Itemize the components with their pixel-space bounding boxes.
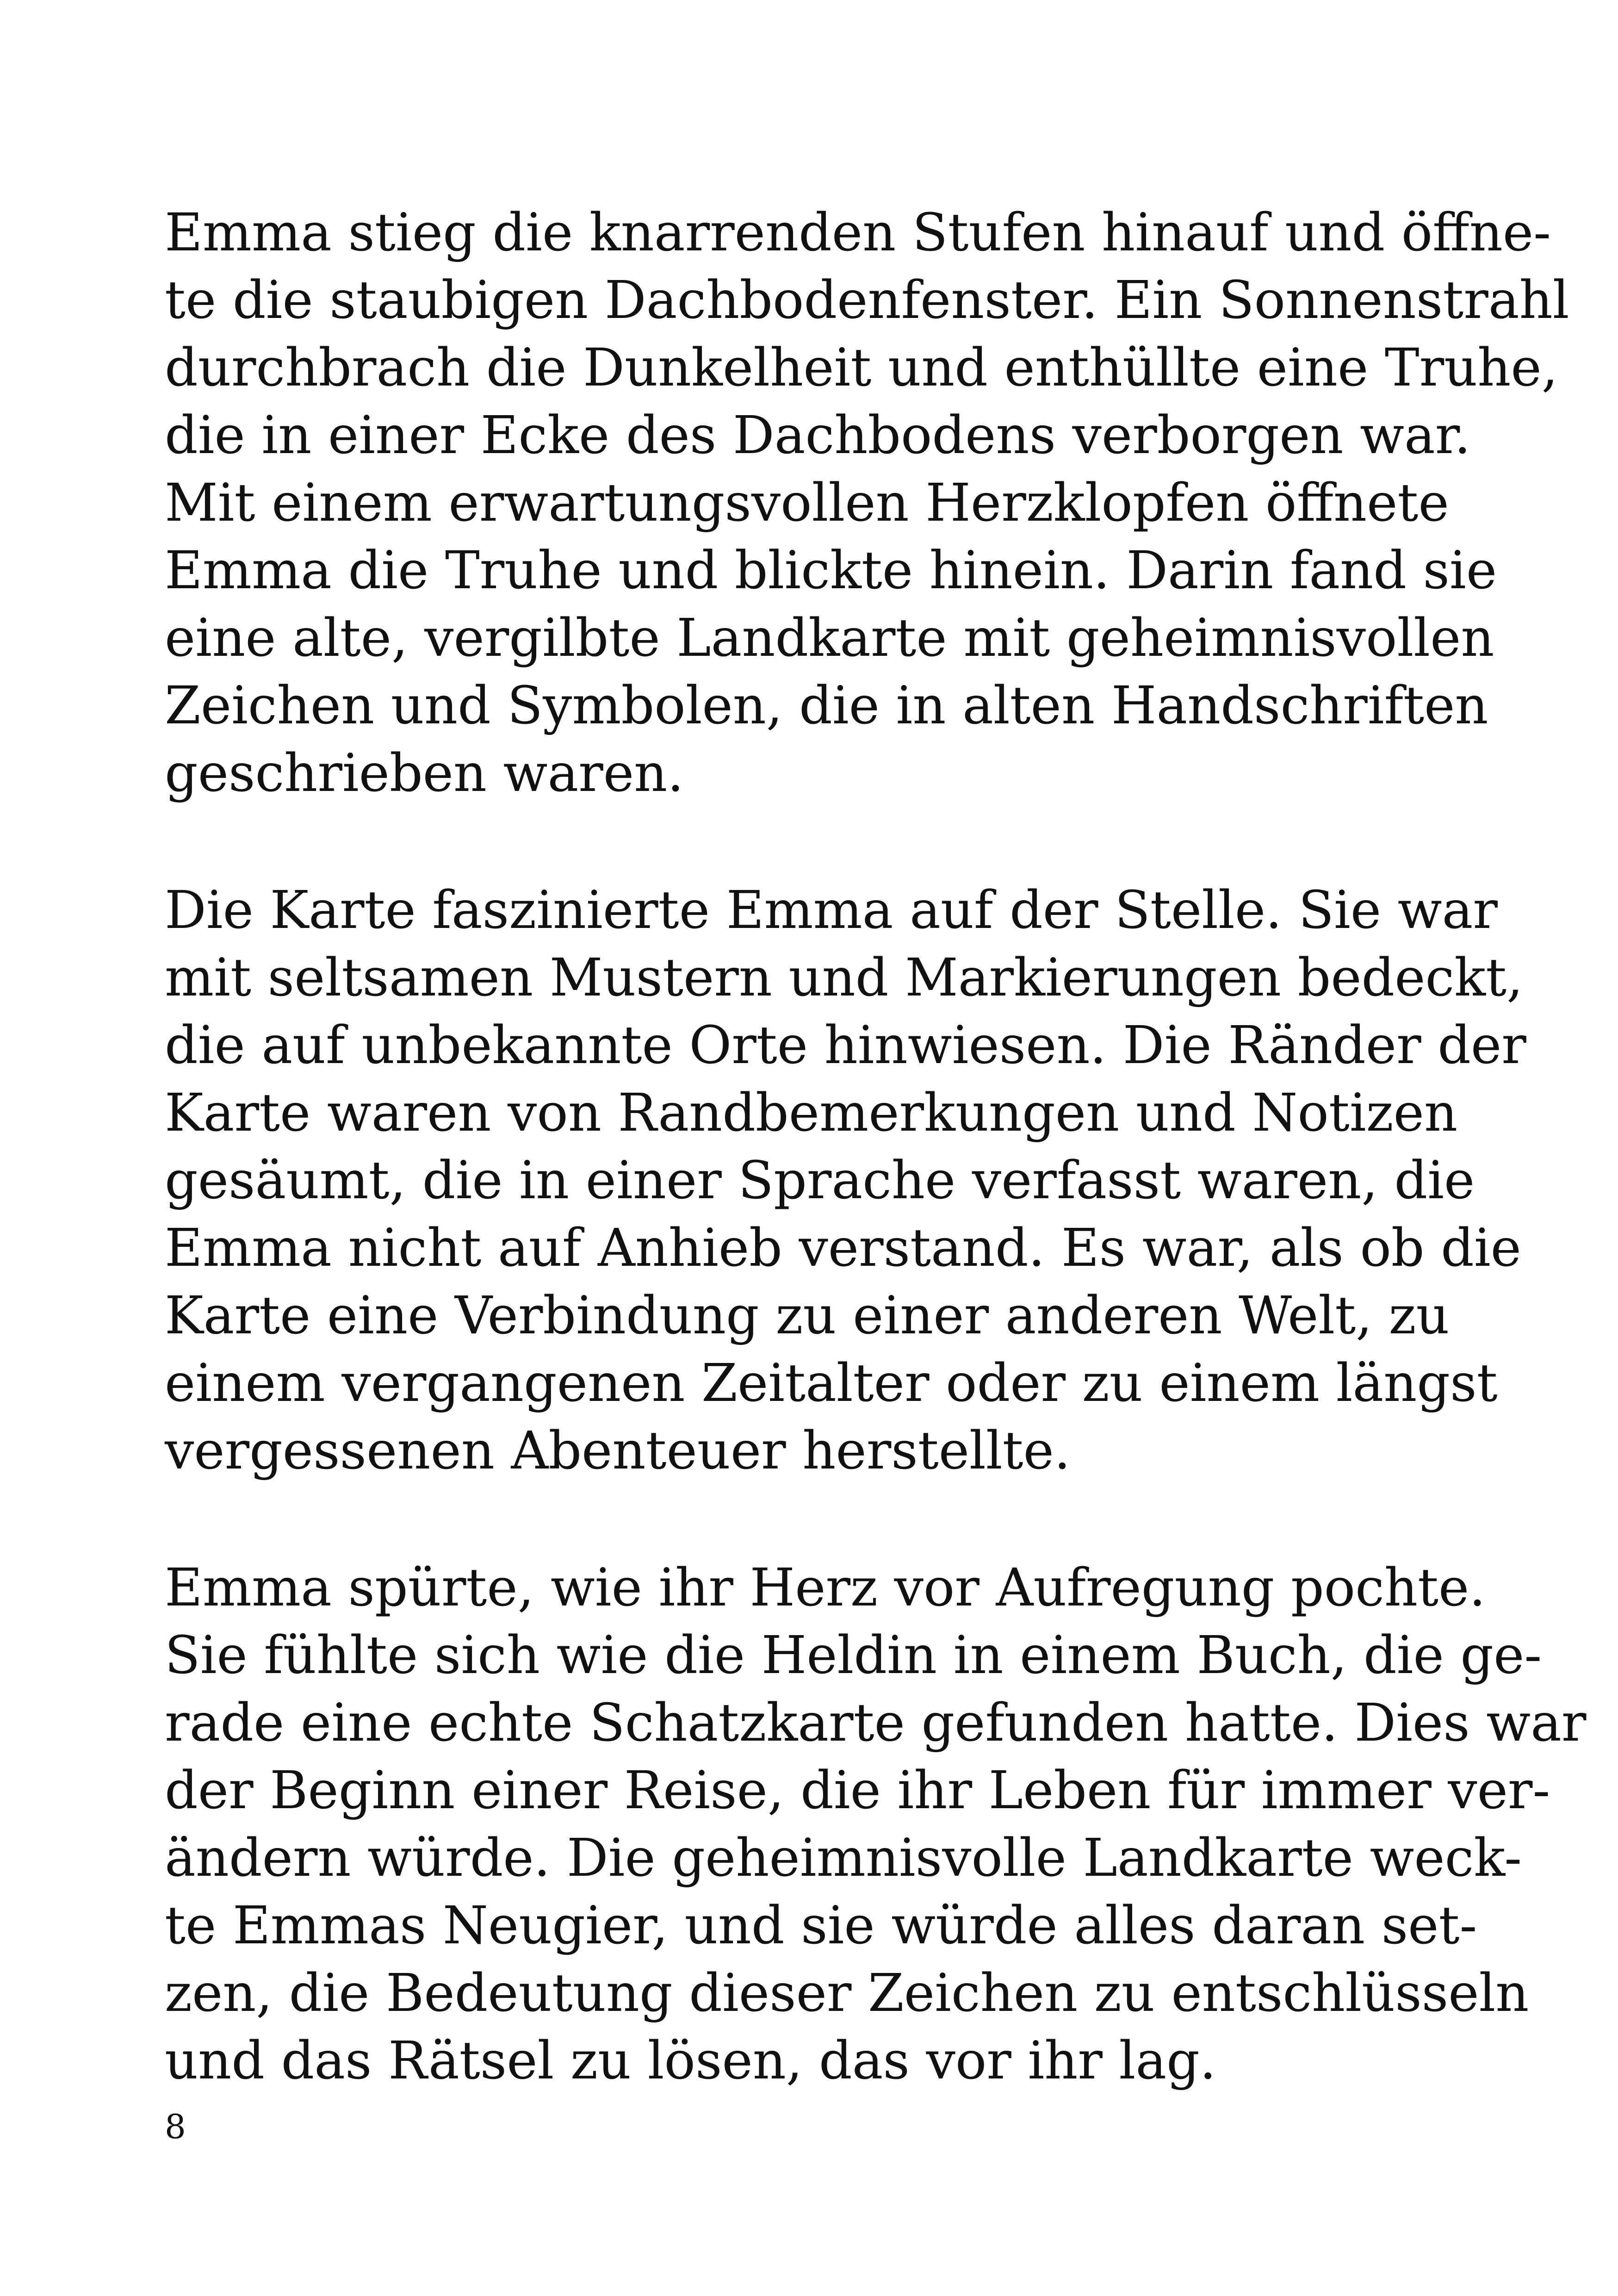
text-line: Zeichen und Symbolen, die in alten Handschriften [165, 676, 1488, 736]
page-number: 8 [165, 2107, 186, 2146]
text-line: der Beginn einer Reise, die ihr Leben für immer ver- [165, 1761, 1550, 1821]
text-line: die auf unbekannte Orte hinwiesen. Die Ränder der [165, 1015, 1526, 1076]
text-line: Emma spürte, wie ihr Herz vor Aufregung pochte. [165, 1558, 1486, 1618]
text-line: die in einer Ecke des Dachbodens verborgen war. [165, 405, 1471, 466]
paragraph-2 [165, 877, 1526, 1485]
text-line: Die Karte faszinierte Emma auf der Stelle. Sie war [165, 880, 1498, 940]
text-line: vergessenen Abenteuer herstellte. [165, 1421, 1071, 1481]
paragraph-1 [165, 199, 1569, 807]
text-line: rade eine echte Schatzkarte gefunden hatte. Dies war [165, 1693, 1587, 1753]
text-line: Emma stieg die knarrenden Stufen hinauf und öffne- [165, 203, 1551, 263]
text-line: zen, die Bedeutung dieser Zeichen zu entschlüsseln [165, 1963, 1529, 2023]
text-line: Sie fühlte sich wie die Heldin in einem Buch, die ge- [165, 1625, 1542, 1686]
body-text [165, 199, 1587, 2164]
text-line: Karte waren von Randbemerkungen und Notizen [165, 1083, 1458, 1143]
text-line: und das Rätsel zu lösen, das vor ihr lag. [165, 2031, 1216, 2091]
paragraph-3 [165, 1554, 1587, 2095]
text-line: Karte eine Verbindung zu einer anderen Welt, zu [165, 1286, 1450, 1346]
text-line: mit seltsamen Mustern und Markierungen bedeckt, [165, 948, 1523, 1008]
text-line: te Emmas Neugier, und sie würde alles daran set- [165, 1896, 1477, 1956]
text-line: geschrieben waren. [165, 743, 684, 803]
text-line: durchbrach die Dunkelheit und enthüllte eine Truhe, [165, 338, 1558, 398]
text-line: ändern würde. Die geheimnisvolle Landkarte weck- [165, 1828, 1522, 1888]
text-line: Mit einem erwartungsvollen Herzklopfen öffnete [165, 473, 1449, 533]
text-line: Emma nicht auf Anhieb verstand. Es war, als ob die [165, 1218, 1521, 1278]
text-line: gesäumt, die in einer Sprache verfasst waren, die [165, 1151, 1475, 1211]
text-line: eine alte, vergilbte Landkarte mit geheimnisvollen [165, 608, 1494, 668]
text-line: einem vergangenen Zeitalter oder zu einem längst [165, 1353, 1498, 1413]
text-line: te die staubigen Dachbodenfenster. Ein Sonnenstrahl [165, 270, 1569, 330]
text-line: Emma die Truhe und blickte hinein. Darin fand sie [165, 541, 1497, 601]
